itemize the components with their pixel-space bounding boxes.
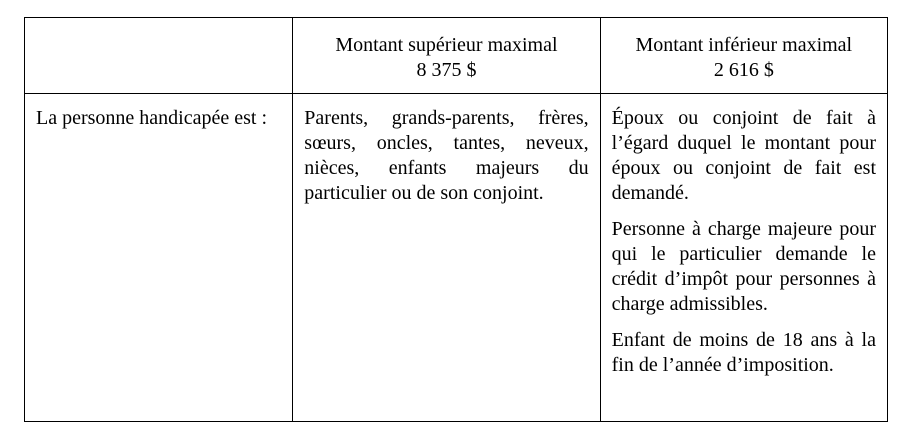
- lower-amount-paragraph-dependant: Personne à charge majeure pour qui le particulier demande le crédit d’impôt pour personnes à charge admissibles.: [611, 218, 876, 315]
- lower-amount-title: Montant inférieur maximal: [635, 34, 853, 56]
- upper-amount-recipients-text: Parents, grands-parents, frères, sœurs, oncles, tantes, neveux, nièces, enfants majeurs du particulier ou de son conjoint.: [304, 107, 589, 204]
- row-label-text: La personne handicapée est :: [36, 107, 268, 129]
- lower-amount-value: 2 616 $: [713, 59, 774, 81]
- header-lower-amount-cell: [600, 18, 887, 94]
- row-label-content: [25, 94, 292, 131]
- table-header-row: [25, 18, 888, 94]
- lower-amount-recipients-content: [601, 94, 887, 378]
- upper-amount-value: 8 375 $: [416, 59, 477, 81]
- lower-amount-recipients-cell: [600, 94, 887, 422]
- lower-amount-paragraph-spouse: Époux ou conjoint de fait à l’égard duquel le montant pour époux ou conjoint de fait est demandé.: [611, 107, 876, 204]
- table-body-row: [25, 94, 888, 422]
- upper-amount-recipients-content: [293, 94, 599, 206]
- header-empty-content: [25, 18, 292, 33]
- upper-amount-title: Montant supérieur maximal: [335, 34, 558, 56]
- lower-amount-paragraph-child: Enfant de moins de 18 ans à la fin de l’année d’imposition.: [611, 329, 876, 376]
- header-upper-amount-cell: [293, 18, 600, 94]
- header-empty-cell: [25, 18, 293, 94]
- upper-amount-recipients-cell: [293, 94, 600, 422]
- amounts-table-container: [24, 17, 888, 422]
- header-upper-amount-content: [293, 18, 599, 83]
- header-lower-amount-content: [601, 18, 887, 83]
- amounts-table: [24, 17, 888, 422]
- row-label-cell: [25, 94, 293, 422]
